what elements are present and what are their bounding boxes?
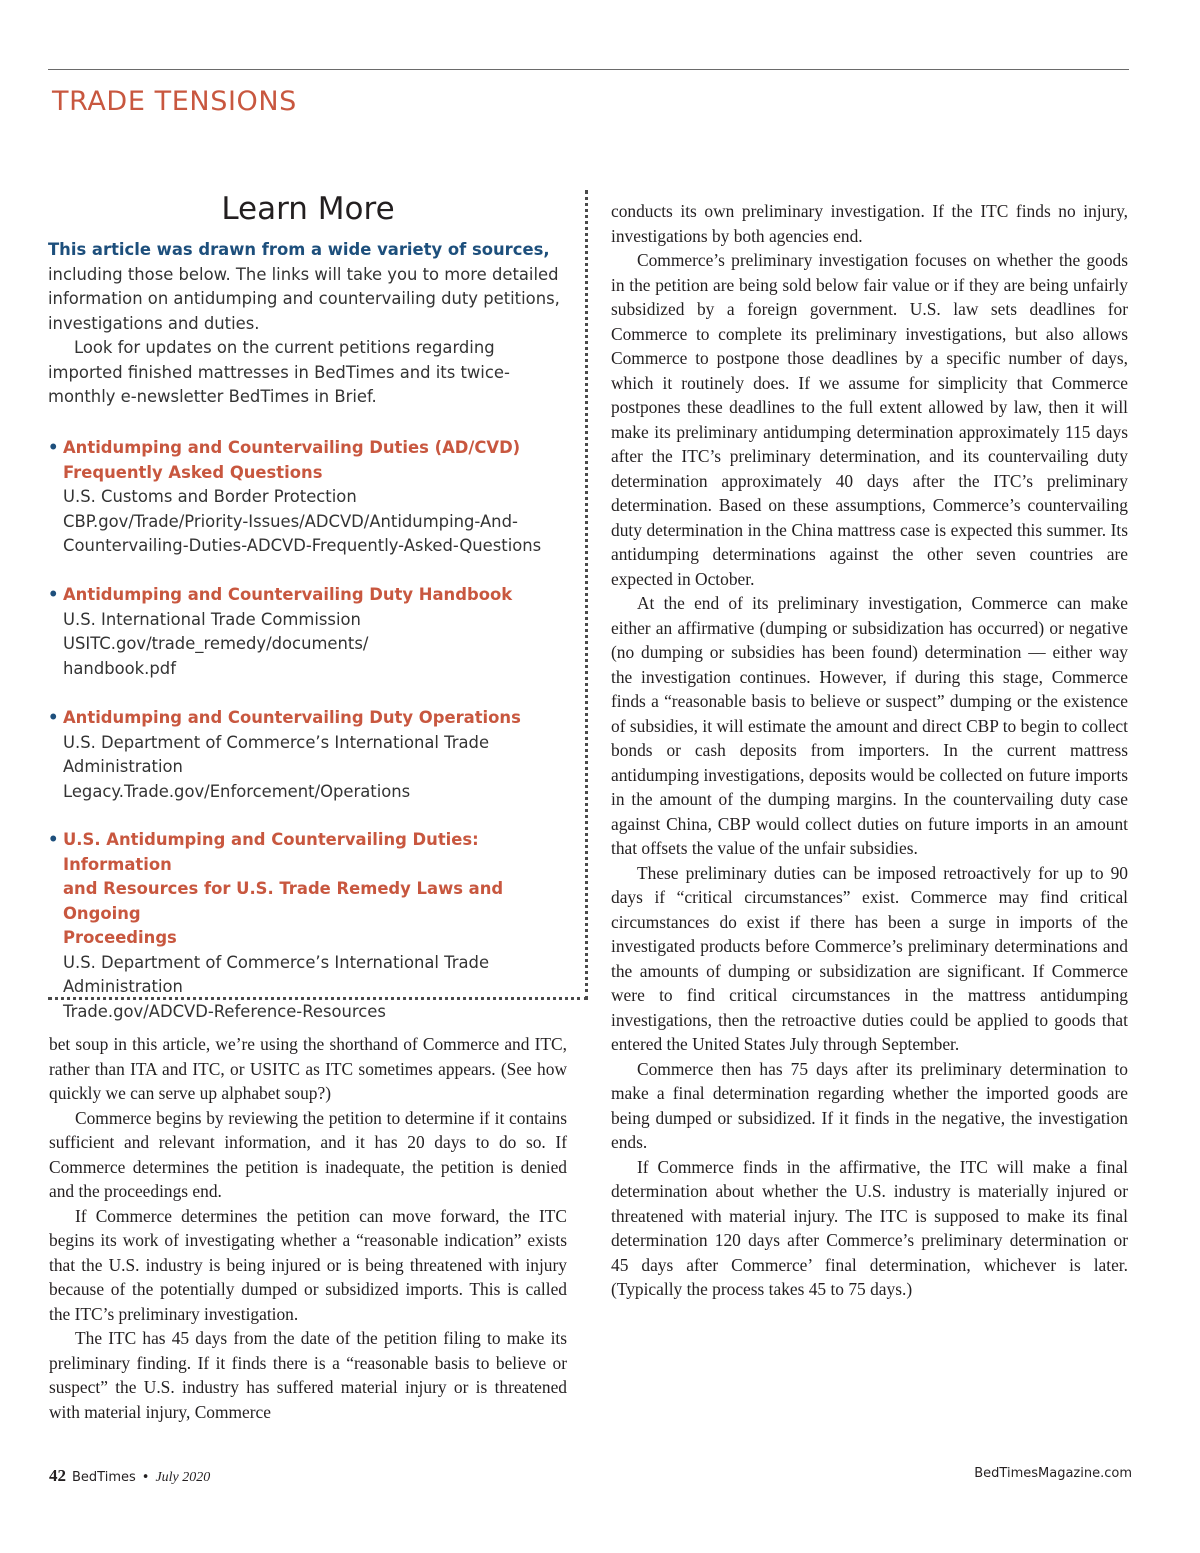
resource-title-line[interactable]: U.S. Antidumping and Countervailing Duties: Information <box>63 830 479 874</box>
page-footer-folio <box>49 1466 210 1486</box>
resource-item-operations <box>48 706 568 804</box>
bullet-icon: • <box>48 585 59 604</box>
resource-title-line[interactable]: Antidumping and Countervailing Duty Handbook <box>63 585 513 604</box>
resource-source: Administration <box>63 757 183 776</box>
sidebar-updates-note: Look for updates on the current petitions regarding imported finished mattresses in BedTimes and its twice-monthly e-newsletter BedTimes in Brief. <box>48 338 510 406</box>
resource-item-trade-remedy <box>48 828 568 1024</box>
article-paragraph: conducts its own preliminary investigation. If the ITC finds no injury, investigations by both agencies end. <box>611 201 1128 246</box>
resource-url-line[interactable]: handbook.pdf <box>63 658 176 678</box>
resource-source: U.S. Customs and Border Protection <box>63 487 357 506</box>
resource-item-adcvd-faq <box>48 436 568 559</box>
resource-url-line[interactable]: Countervailing-Duties-ADCVD-Frequently-Asked-Questions <box>63 536 542 555</box>
bullet-icon: • <box>48 830 59 849</box>
resource-url-line[interactable]: USITC.gov/trade_remedy/documents/ <box>63 634 369 653</box>
page-number: 42 <box>49 1466 66 1485</box>
bullet-icon: • <box>48 708 59 727</box>
footer-separator: • <box>141 1470 150 1485</box>
footer-website[interactable]: BedTimesMagazine.com <box>974 1466 1132 1481</box>
article-paragraph: Commerce then has 75 days after its preliminary determination to make a final determination regarding whether the imported goods are being dumped or subsidized. If it finds in the negative, the investigation ends. <box>611 1058 1128 1152</box>
article-paragraph: The ITC has 45 days from the date of the petition filing to make its preliminary finding. If it finds there is a “reasonable basis to believe or suspect” the U.S. industry has suffered material injury or is threatened with material injury, Commerce <box>49 1328 567 1422</box>
sidebar-intro-text: including those below. The links will take you to more detailed information on antidumping and countervailing duty petitions, investigations and duties. <box>48 264 560 333</box>
issue-date: July 2020 <box>155 1470 211 1485</box>
resource-source: U.S. Department of Commerce’s International Trade <box>63 952 490 972</box>
resource-source: Administration <box>63 977 183 996</box>
section-title: TRADE TENSIONS <box>52 86 297 117</box>
resource-url-line[interactable]: Trade.gov/ADCVD-Reference-Resources <box>63 1001 386 1021</box>
article-paragraph: Commerce begins by reviewing the petition to determine if it contains sufficient and relevant information, and it has 20 days to do so. If Commerce determines the petition is inadequate, the petition is denied and the proceedings end. <box>49 1107 567 1201</box>
resource-title-line[interactable]: Antidumping and Countervailing Duty Operations <box>63 708 521 727</box>
learn-more-sidebar <box>48 190 588 1021</box>
resource-source: U.S. Department of Commerce’s International Trade <box>63 732 490 752</box>
sidebar-intro <box>48 238 563 336</box>
article-paragraph: If Commerce finds in the affirmative, the ITC will make a final determination about whether the U.S. industry is materially injured or threatened with material injury. The ITC is supposed to make its final determination 120 days after Commerce’s preliminary determination or 45 days after Commerce’ final determination, whichever is later. (Typically the process takes 45 to 75 days.) <box>611 1156 1128 1299</box>
article-paragraph: Commerce’s preliminary investigation focuses on whether the goods in the petition are being sold below fair value or if they are being unfairly subsidized by a foreign government. U.S. law sets deadlines for Commerce to complete its preliminary investigations, but also allows Commerce to postpone those deadlines by a specific number of days, which it routinely does. If we assume for simplicity that Commerce postpones these deadlines to the full extent allowed by law, then it will make its preliminary antidumping determination approximately 115 days after the ITC’s preliminary determination, and its countervailing duty determination approximately 40 days after the ITC’s preliminary determination. Based on these assumptions, Commerce’s countervailing duty determination in the China mattress case is expected this summer. Its antidumping determinations against the other seven countries are expected in October. <box>611 250 1128 589</box>
resource-title-line[interactable]: Proceedings <box>63 928 177 947</box>
article-left-column <box>49 1032 567 1424</box>
resource-title-line[interactable]: Antidumping and Countervailing Duties (AD/CVD) <box>63 438 521 457</box>
learn-more-title: Learn More <box>221 191 395 227</box>
article-paragraph: bet soup in this article, we’re using the shorthand of Commerce and ITC, rather than ITA and ITC, or USITC as ITC sometimes appears. (See how quickly we can serve up alphabet soup?) <box>49 1034 567 1103</box>
resource-item-handbook <box>48 583 568 681</box>
article-paragraph: These preliminary duties can be imposed retroactively for up to 90 days if “critical circumstances” exist. Commerce may find critical circumstances do exist if there has been a surge in imports of the investigated products before Commerce’s preliminary determinations and the amounts of dumping or subsidization are significant. If Commerce were to find critical circumstances in the mattress antidumping investigations, then the retroactive duties could be applied to goods that entered the United States July through September. <box>611 862 1128 1054</box>
resource-source: U.S. International Trade Commission <box>63 609 361 629</box>
article-paragraph: If Commerce determines the petition can move forward, the ITC begins its work of investigating whether a “reasonable indication” exists that the U.S. industry is being injured or is being threatened with injury because of the potentially dumped or subsidized imports. This is called the ITC’s preliminary investigation. <box>49 1205 567 1324</box>
resource-url-line[interactable]: CBP.gov/Trade/Priority-Issues/ADCVD/Antidumping-And- <box>63 511 518 531</box>
magazine-name: BedTimes <box>72 1470 136 1485</box>
resource-url-line[interactable]: Legacy.Trade.gov/Enforcement/Operations <box>63 781 411 801</box>
top-rule <box>48 69 1129 70</box>
sidebar-intro-lead: This article was drawn from a wide variety of sources, <box>48 240 550 259</box>
bullet-icon: • <box>48 438 59 457</box>
article-right-column <box>611 199 1128 1302</box>
resource-title-line[interactable]: Frequently Asked Questions <box>63 462 323 482</box>
resource-title-line[interactable]: and Resources for U.S. Trade Remedy Laws and Ongoing <box>63 879 504 923</box>
article-paragraph: At the end of its preliminary investigation, Commerce can make either an affirmative (dumping or subsidization has occurred) or negative (no dumping or subsidies has been found) determination — either way the investigation continues. However, if during this stage, Commerce finds a “reasonable basis to believe or suspect” dumping or the existence of subsidies, it will estimate the amount and direct CBP to begin to collect bonds or cash deposits from importers. In the current mattress antidumping investigations, deposits would be collected on future imports in the amount of the dumping margins. In the countervailing duty case against China, CBP would collect duties on future imports in an amount that offsets the value of the unfair subsidies. <box>611 593 1128 858</box>
